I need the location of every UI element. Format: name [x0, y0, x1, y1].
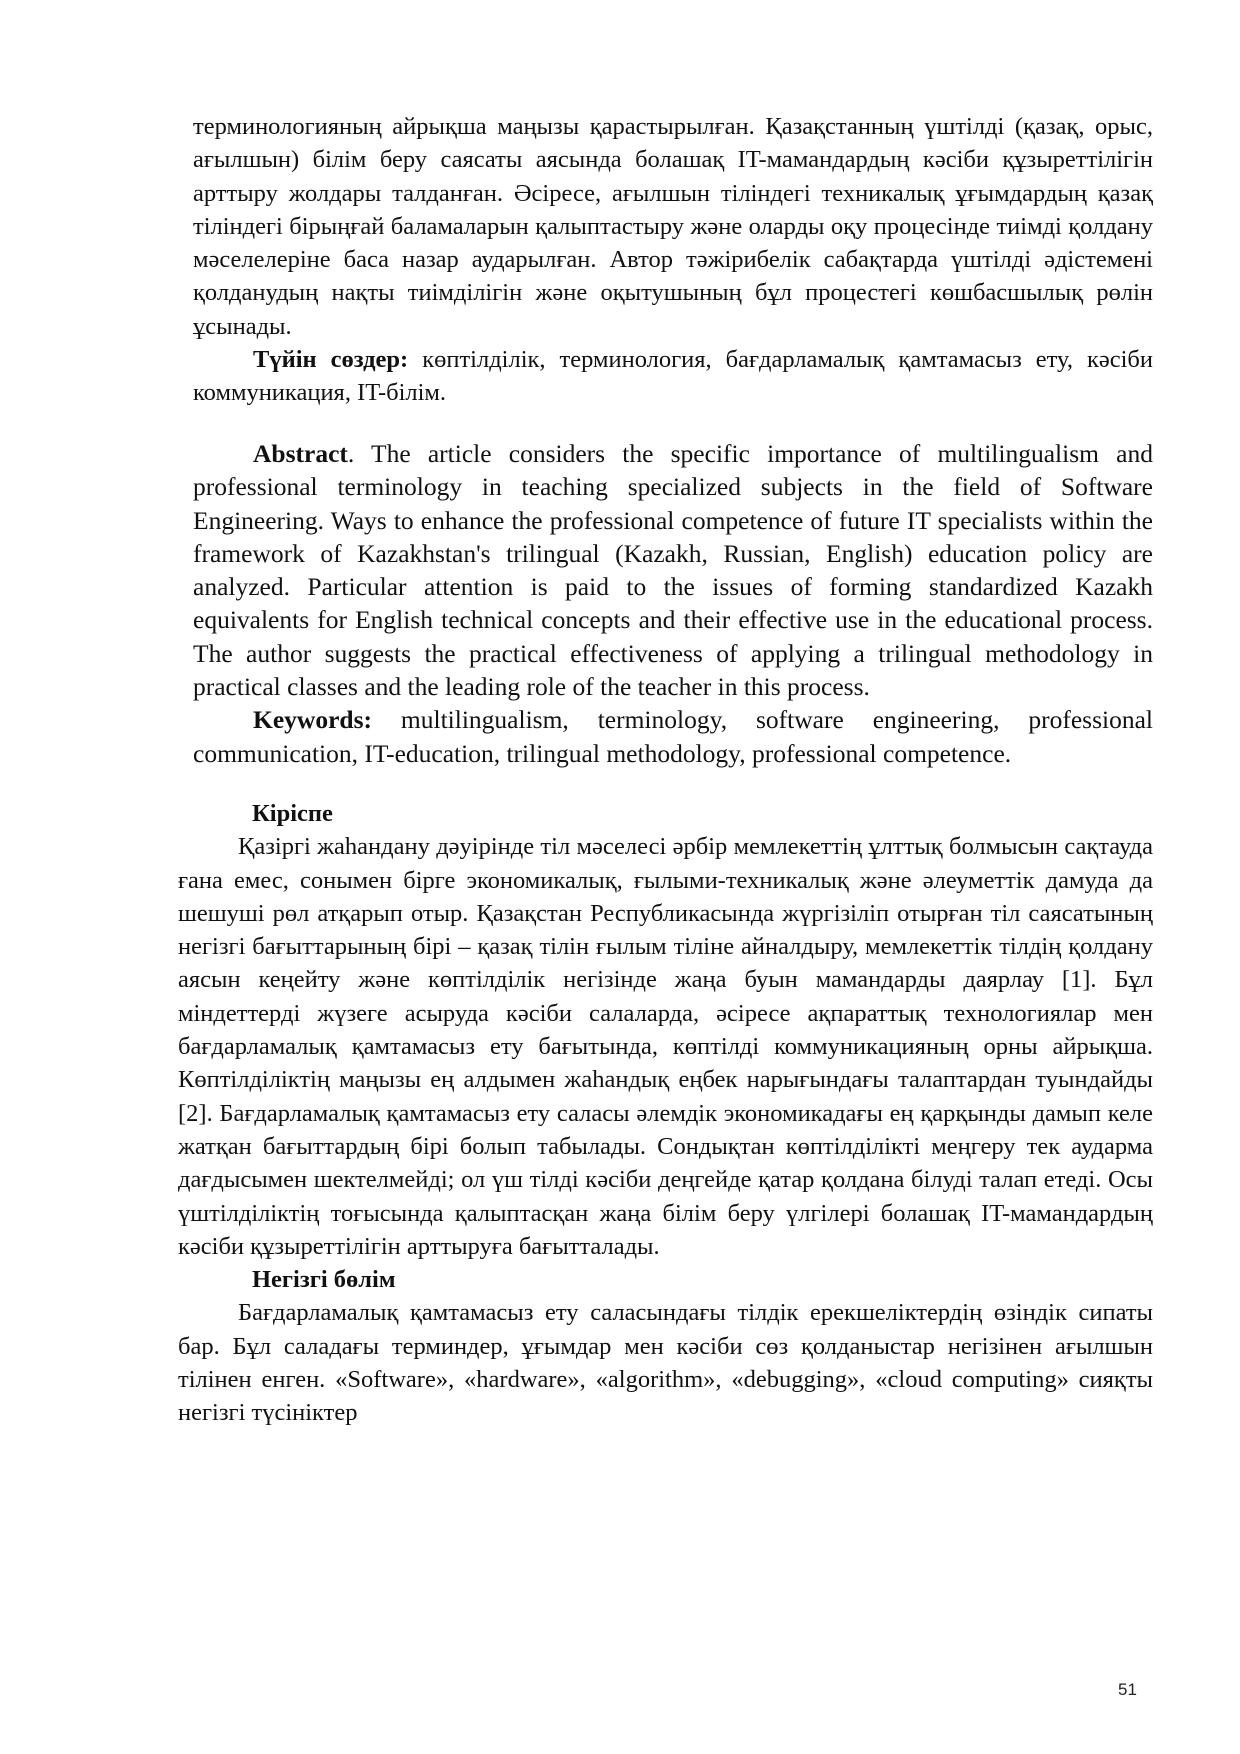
page-number: 51	[1118, 1680, 1137, 1699]
main-part-text: Бағдарламалық қамтамасыз ету саласындағы тілдік ерекшеліктердің өзіндік сипаты бар. Бұл саладағы терминдер, ұғымдар мен кәсіби сөз қолданыстар негізінен ағылшын тілінен енген. «Software», «hardware», «algorithm», «debugging», «cloud computing» сияқты негізгі түсініктер	[178, 1299, 1153, 1427]
main-part-heading: Негізгі бөлім	[252, 1266, 396, 1294]
abstract-english	[193, 437, 1153, 770]
introduction-heading: Кіріспе	[252, 800, 333, 827]
keywords-kazakh-label: Түйін сөздер:	[253, 346, 409, 374]
keywords-english-label: Keywords:	[253, 705, 372, 735]
keywords-english	[193, 703, 1153, 770]
abstract-kazakh-text: терминологияның айрықша маңызы қарастырылған. Қазақстанның үштілді (қазақ, орыс, ағылшын) білім беру саясаты аясында болашақ IT-мамандардың кәсіби құзыреттілігін арттыру жолдары талданған. Әсіресе, ағылшын тіліндегі техникалық ұғымдардың қазақ тіліндегі бірыңғай баламаларын қалыптастыру және оларды оқу процесінде тиімді қолдану мәселелеріне баса назар аударылған. Автор тәжірибелік сабақтарда үштілді әдістемені қолданудың нақты тиімділігін және оқытушының бұл процестегі көшбасшылық рөлін ұсынады.	[193, 113, 1153, 340]
keywords-kazakh-text: көптілділік, терминология, бағдарламалық қамтамасыз ету, кәсіби коммуникация, IT-білім.	[193, 346, 1153, 407]
abstract-english-text: . The article considers the specific importance of multilingualism and professional terminology in teaching specialized subjects in the field of Software Engineering. Ways to enhance the professional competence of future IT specialists within the framework of Kazakhstan's trilingual (Kazakh, Russian, English) education policy are analyzed. Particular attention is paid to the issues of forming standardized Kazakh equivalents for English technical concepts and their effective use in the educational process. The author suggests the practical effectiveness of applying a trilingual methodology in practical classes and the leading role of the teacher in this process.	[193, 439, 1153, 702]
abstract-kazakh	[193, 110, 1153, 410]
keywords-english-text: multilingualism, terminology, software engineering, professional communication, IT-education, trilingual methodology, professional competence.	[193, 705, 1153, 768]
introduction-text: Қазіргі жаһандану дәуірінде тіл мәселесі әрбір мемлекеттің ұлттық болмысын сақтауда ғана емес, сонымен бірге экономикалық, ғылыми-техникалық және әлеуметтік дамуда да шешуші рөл атқарып отыр. Қазақстан Республикасында жүргізіліп отырған тіл саясатының негізгі бағыттарының бірі – қазақ тілін ғылым тіліне айналдыру, мемлекеттік тілдің қолдану аясын кеңейту және көптілділік негізінде жаңа буын мамандарды даярлау [1]. Бұл міндеттерді жүзеге асыруда кәсіби салаларда, әсіресе ақпараттық технологиялар мен бағдарламалық қамтамасыз ету бағытында, көптілді коммуникацияның орны айрықша. Көптілділіктің маңызы ең алдымен жаһандық еңбек нарығындағы талаптардан туындайды [2]. Бағдарламалық қамтамасыз ету саласы әлемдік экономикадағы ең қарқынды дамып келе жатқан бағыттардың бірі болып табылады. Сондықтан көптілділікті меңгеру тек аударма дағдысымен шектелмейді; ол үш тілді кәсіби деңгейде қатар қолдана білуді талап етеді. Осы үштілділіктің тоғысында қалыптасқан жаңа білім беру үлгілері болашақ IT-мамандардың кәсіби құзыреттілігін арттыруға бағытталады.	[178, 833, 1153, 1260]
introduction-section	[178, 797, 1153, 1430]
keywords-kazakh	[193, 343, 1153, 410]
abstract-english-label: Abstract	[253, 439, 348, 468]
abstract-english-paragraph	[193, 437, 1153, 703]
